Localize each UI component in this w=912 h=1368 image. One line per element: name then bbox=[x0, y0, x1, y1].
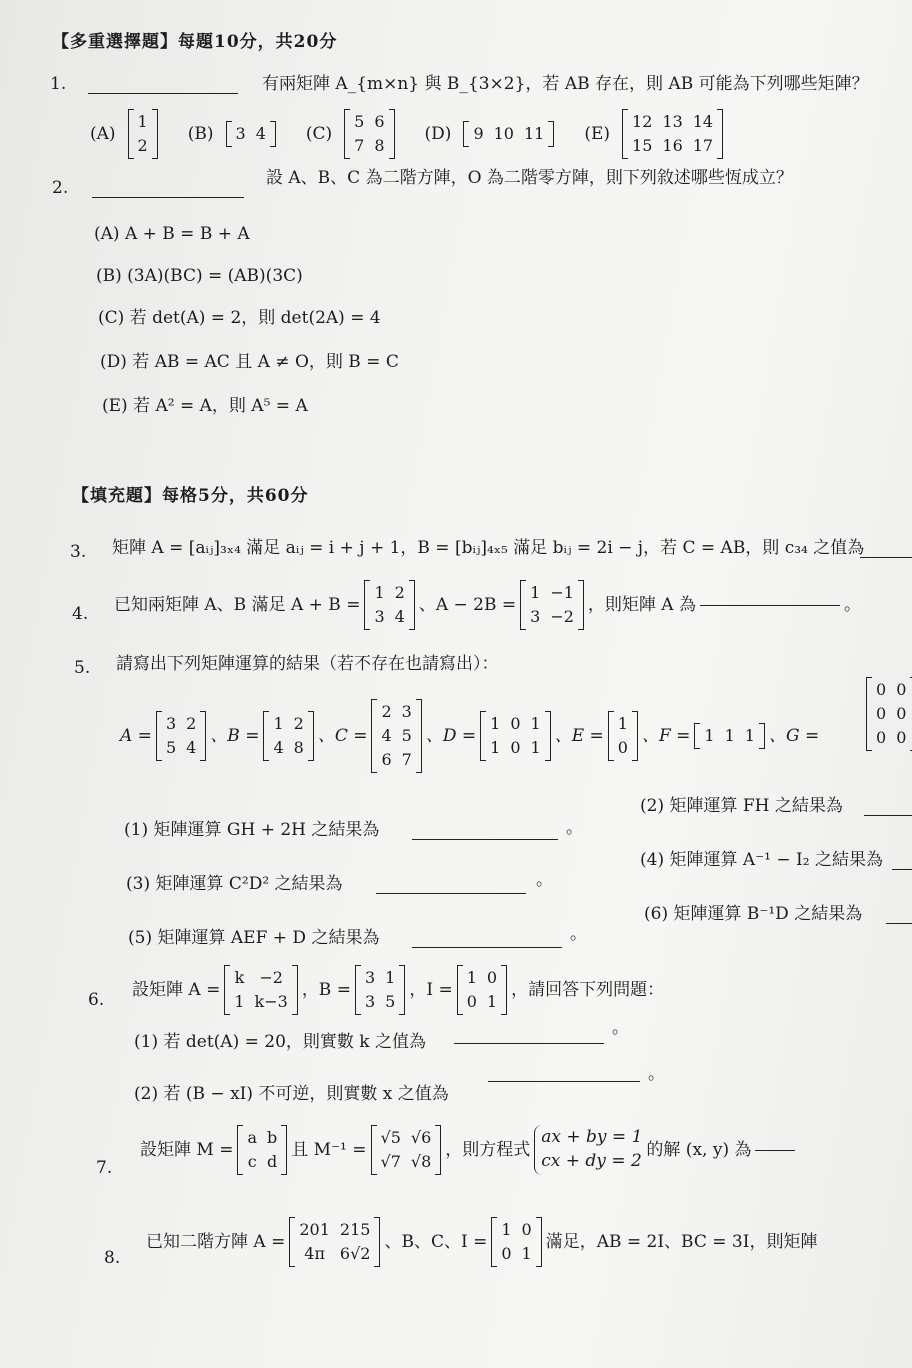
matrix-entry: 2 bbox=[293, 714, 304, 733]
matrix-entry: 4π bbox=[304, 1244, 325, 1263]
matrix-entry: 2 bbox=[381, 702, 392, 721]
subquestion: (5) 矩陣運算 AEF + D 之結果為 bbox=[128, 928, 380, 948]
answer-blank[interactable] bbox=[860, 556, 912, 558]
matrix-entry: 1 bbox=[137, 112, 148, 131]
matrix-g-clip bbox=[866, 672, 912, 762]
matrix bbox=[520, 581, 584, 629]
matrix-entry: k−3 bbox=[254, 992, 288, 1011]
matrix-entry: 0 bbox=[896, 704, 907, 723]
matrix-entry: 6 bbox=[374, 112, 385, 131]
matrix-entry: 1 bbox=[490, 738, 501, 757]
answer-blank[interactable] bbox=[88, 92, 238, 94]
matrix-entry: 7 bbox=[354, 136, 365, 155]
matrix-entry: 1 bbox=[234, 992, 245, 1011]
period: 。 bbox=[612, 1018, 629, 1038]
matrix-entry: 2 bbox=[186, 714, 197, 733]
matrix bbox=[457, 966, 507, 1014]
matrix-entry: 4 bbox=[186, 738, 197, 757]
option-label: (B) bbox=[187, 123, 214, 144]
matrix-entry: 4 bbox=[381, 726, 392, 745]
matrix-entry: 1 bbox=[724, 726, 735, 745]
question-text: ，請回答下列問題： bbox=[511, 979, 665, 1000]
matrix bbox=[237, 1126, 287, 1174]
matrix-label: 、F = bbox=[641, 725, 691, 746]
matrix-entry: 0 bbox=[617, 738, 628, 757]
matrix bbox=[608, 712, 638, 760]
option: (B) (3A)(BC) = (AB)(3C) bbox=[96, 266, 303, 286]
option: (A) A + B = B + A bbox=[94, 224, 250, 244]
matrix-entry: −1 bbox=[550, 583, 574, 602]
matrix-label: A = bbox=[120, 725, 152, 746]
option-label: (A) bbox=[90, 123, 116, 144]
question-text: ，則方程式 bbox=[445, 1139, 531, 1160]
option: (C) 若 det(A) = 2，則 det(2A) = 4 bbox=[98, 308, 381, 328]
question-text: ，則矩陣 A 為 bbox=[587, 594, 696, 615]
option: (D) 若 AB = AC 且 A ≠ O，則 B = C bbox=[100, 352, 399, 372]
matrix-entry: k bbox=[234, 968, 245, 987]
matrix-label: 、E = bbox=[554, 725, 604, 746]
matrix-label: 、B = bbox=[210, 725, 260, 746]
matrix-entry: 0 bbox=[876, 680, 887, 699]
option-label: (D) bbox=[424, 123, 452, 144]
question-text: 矩陣 A = [aᵢⱼ]₃ₓ₄ 滿足 aᵢⱼ = i + j + 1，B = [bᵢⱼ]₄ₓ₅ 滿足 bᵢⱼ = 2i − j，若 C = AB，則 c₃₄ 之值為 bbox=[112, 538, 865, 558]
matrix bbox=[128, 110, 158, 158]
matrix-entry: −2 bbox=[550, 607, 574, 626]
matrix-entry: 11 bbox=[523, 124, 545, 143]
matrix-entry: √5 bbox=[380, 1128, 401, 1147]
period: 。 bbox=[566, 818, 583, 838]
matrix-entry: 3 bbox=[374, 607, 385, 626]
matrix-entry: 17 bbox=[692, 136, 714, 155]
q4-line bbox=[114, 580, 861, 630]
section-title-fill-in: 【填充題】每格5分，共60分 bbox=[72, 486, 309, 506]
question-number: 1. bbox=[50, 74, 67, 94]
matrix-entry: 1 bbox=[486, 992, 498, 1011]
matrix-entry: 14 bbox=[692, 112, 714, 131]
question-text: 、A − 2B = bbox=[418, 594, 517, 615]
matrix-label: 、C = bbox=[317, 725, 368, 746]
answer-blank[interactable] bbox=[892, 868, 912, 870]
matrix-entry: √8 bbox=[410, 1152, 432, 1171]
equation: ax + by = 1 bbox=[541, 1127, 643, 1148]
question-number: 4. bbox=[72, 604, 89, 624]
matrix-label: 、G = bbox=[768, 725, 820, 746]
answer-blank[interactable] bbox=[488, 1080, 640, 1082]
answer-blank[interactable] bbox=[864, 814, 912, 816]
matrix-entry: 3 bbox=[530, 607, 541, 626]
matrix-entry: 15 bbox=[632, 136, 653, 155]
matrix-entry: 2 bbox=[394, 583, 405, 602]
matrix-entry: 1 bbox=[466, 968, 477, 987]
matrix-entry: 1 bbox=[490, 714, 501, 733]
question-number: 5. bbox=[74, 658, 91, 678]
matrix bbox=[491, 1218, 541, 1266]
question-number: 7. bbox=[96, 1158, 113, 1178]
matrix-entry: 1 bbox=[521, 1244, 532, 1263]
subquestion: (6) 矩陣運算 B⁻¹D 之結果為 bbox=[644, 904, 863, 924]
subquestion: (4) 矩陣運算 A⁻¹ − I₂ 之結果為 bbox=[640, 850, 883, 870]
matrix bbox=[694, 724, 765, 748]
matrix bbox=[355, 966, 405, 1014]
matrix-entry: 1 bbox=[530, 583, 541, 602]
question-text: 、B、C、I = bbox=[384, 1231, 488, 1252]
matrix-entry: 0 bbox=[510, 714, 521, 733]
matrix-label: 、D = bbox=[425, 725, 477, 746]
matrix-entry: 9 bbox=[473, 124, 484, 143]
question-text: 已知二階方陣 A = bbox=[146, 1231, 286, 1252]
matrix-entry: 4 bbox=[394, 607, 405, 626]
answer-blank[interactable] bbox=[412, 838, 558, 840]
question-text: 請寫出下列矩陣運算的結果（若不存在也請寫出）： bbox=[116, 654, 499, 674]
answer-blank[interactable] bbox=[755, 1149, 795, 1151]
answer-blank[interactable] bbox=[92, 196, 244, 198]
matrix-entry: 0 bbox=[521, 1220, 532, 1239]
answer-blank[interactable] bbox=[700, 604, 840, 606]
subquestion: (2) 若 (B − xI) 不可逆，則實數 x 之值為 bbox=[134, 1084, 449, 1104]
subquestion: (2) 矩陣運算 FH 之結果為 bbox=[640, 796, 843, 816]
matrix bbox=[364, 581, 414, 629]
matrix-entry: 4 bbox=[273, 738, 284, 757]
matrix-entry: 1 bbox=[273, 714, 284, 733]
matrix-entry: 0 bbox=[876, 704, 887, 723]
q1-options bbox=[90, 104, 723, 164]
option: (E) 若 A² = A，則 A⁵ = A bbox=[102, 396, 308, 416]
matrix-entry: 3 bbox=[165, 714, 177, 733]
matrix-entry: 0 bbox=[510, 738, 521, 757]
subquestion: (1) 若 det(A) = 20，則實數 k 之值為 bbox=[134, 1032, 426, 1052]
matrix-entry: 0 bbox=[501, 1244, 512, 1263]
question-number: 8. bbox=[104, 1248, 121, 1268]
question-text: 已知兩矩陣 A、B 滿足 A + B = bbox=[114, 594, 361, 615]
matrix-entry: 6√2 bbox=[339, 1244, 371, 1263]
matrix-entry: 1 bbox=[744, 726, 755, 745]
matrix-entry: 1 bbox=[501, 1220, 512, 1239]
question-text: 的解 (x, y) 為 bbox=[646, 1139, 752, 1160]
question-number: 3. bbox=[70, 542, 87, 562]
question-number: 2. bbox=[52, 178, 69, 198]
matrix-entry: √7 bbox=[380, 1152, 401, 1171]
matrix-entry: 1 bbox=[530, 738, 541, 757]
matrix-entry: 1 bbox=[374, 583, 385, 602]
matrix-entry: 10 bbox=[493, 124, 514, 143]
matrix bbox=[156, 712, 206, 760]
matrix-entry: 2 bbox=[137, 136, 148, 155]
matrix-entry: 0 bbox=[876, 728, 887, 747]
matrix-entry: 4 bbox=[255, 124, 266, 143]
matrix-entry: 5 bbox=[354, 112, 365, 131]
matrix bbox=[480, 712, 551, 760]
question-text: 滿足，AB = 2I、BC = 3I，則矩陣 bbox=[545, 1231, 818, 1252]
matrix-entry: 215 bbox=[339, 1220, 371, 1239]
matrix-entry: 6 bbox=[381, 750, 392, 769]
matrix bbox=[289, 1218, 380, 1266]
question-text: ，I = bbox=[409, 979, 453, 1000]
matrix-entry: 3 bbox=[364, 968, 376, 987]
matrix-entry: 3 bbox=[364, 992, 376, 1011]
matrix-entry: 8 bbox=[293, 738, 304, 757]
question-stem: 有兩矩陣 A_{m×n} 與 B_{3×2}，若 AB 存在，則 AB 可能為下列哪些矩陣？ bbox=[262, 74, 869, 94]
matrix bbox=[463, 122, 554, 146]
answer-blank[interactable] bbox=[886, 922, 912, 924]
question-text: 且 M⁻¹ = bbox=[291, 1139, 367, 1160]
period: 。 bbox=[844, 594, 861, 615]
q7-line bbox=[140, 1116, 795, 1184]
matrix-entry: 3 bbox=[235, 124, 246, 143]
answer-blank[interactable] bbox=[412, 946, 562, 948]
matrix-entry: 8 bbox=[374, 136, 385, 155]
question-stem: 設 A、B、C 為二階方陣，O 為二階零方陣，則下列敘述哪些恆成立？ bbox=[266, 168, 793, 188]
matrix bbox=[344, 110, 394, 158]
matrix bbox=[263, 712, 313, 760]
matrix bbox=[371, 1126, 442, 1174]
matrix-entry: 0 bbox=[486, 968, 498, 987]
matrix-entry: 1 bbox=[617, 714, 628, 733]
subquestion: (1) 矩陣運算 GH + 2H 之結果為 bbox=[124, 820, 380, 840]
matrix-entry: 16 bbox=[662, 136, 683, 155]
period: 。 bbox=[648, 1064, 665, 1084]
matrix-entry: 1 bbox=[530, 714, 541, 733]
q5-matrices bbox=[120, 688, 819, 784]
matrix-entry: −2 bbox=[259, 968, 283, 987]
matrix-entry: 13 bbox=[662, 112, 683, 131]
period: 。 bbox=[536, 870, 553, 890]
q6-line bbox=[132, 960, 664, 1020]
matrix-entry: 3 bbox=[401, 702, 412, 721]
q8-line bbox=[146, 1210, 817, 1274]
option-label: (E) bbox=[584, 123, 611, 144]
matrix-entry: 5 bbox=[385, 992, 396, 1011]
matrix-entry: 5 bbox=[401, 726, 412, 745]
section-title-multiple-choice: 【多重選擇題】每題10分，共20分 bbox=[52, 32, 338, 52]
question-text: ，B = bbox=[301, 979, 351, 1000]
subquestion: (3) 矩陣運算 C²D² 之結果為 bbox=[126, 874, 343, 894]
matrix bbox=[224, 966, 297, 1014]
matrix bbox=[226, 122, 276, 146]
question-number: 6. bbox=[88, 990, 105, 1010]
matrix-entry: 1 bbox=[385, 968, 396, 987]
question-text: 設矩陣 M = bbox=[140, 1139, 234, 1160]
answer-blank[interactable] bbox=[454, 1042, 604, 1044]
matrix-entry: b bbox=[267, 1128, 278, 1147]
matrix-entry: a bbox=[247, 1128, 258, 1147]
answer-blank[interactable] bbox=[376, 892, 526, 894]
matrix-entry: 5 bbox=[165, 738, 177, 757]
matrix-entry: 201 bbox=[299, 1220, 330, 1239]
period: 。 bbox=[570, 924, 587, 944]
equation-system bbox=[534, 1125, 642, 1175]
matrix-entry: c bbox=[247, 1152, 257, 1171]
matrix-entry: 1 bbox=[704, 726, 715, 745]
matrix-entry: 0 bbox=[466, 992, 477, 1011]
matrix-entry: 0 bbox=[896, 728, 907, 747]
matrix bbox=[371, 700, 421, 772]
matrix-entry: √6 bbox=[410, 1128, 432, 1147]
matrix bbox=[866, 678, 912, 750]
matrix-entry: d bbox=[267, 1152, 278, 1171]
matrix-entry: 0 bbox=[896, 680, 907, 699]
matrix-entry: 7 bbox=[401, 750, 412, 769]
option-label: (C) bbox=[305, 123, 333, 144]
matrix bbox=[622, 110, 723, 158]
equation: cx + dy = 2 bbox=[541, 1151, 642, 1171]
matrix-entry: 12 bbox=[632, 112, 653, 131]
question-text: 設矩陣 A = bbox=[132, 979, 221, 1000]
